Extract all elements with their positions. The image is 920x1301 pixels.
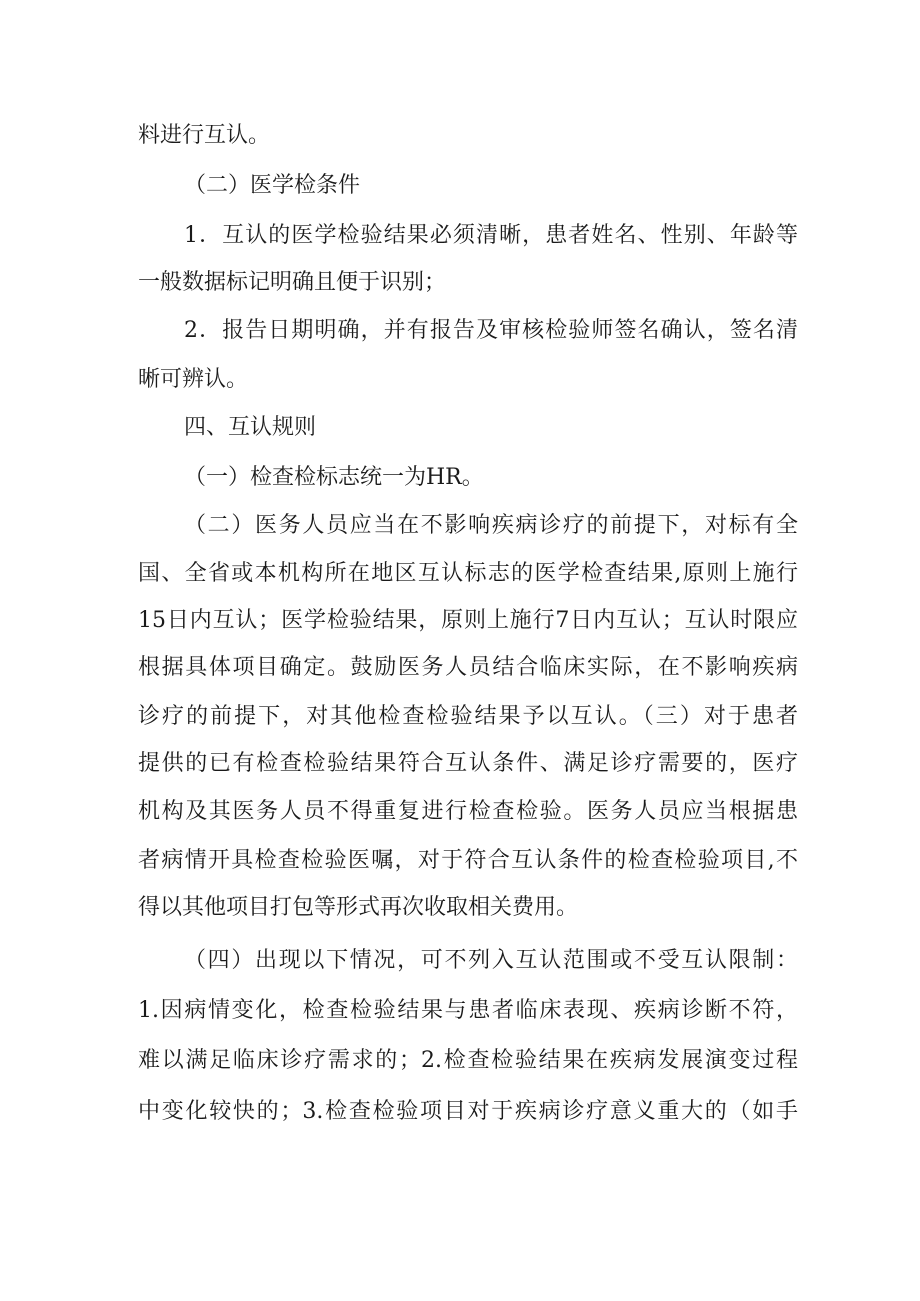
- text-line: （二）医务人员应当在不影响疾病诊疗的前提下，对标有全: [184, 513, 798, 538]
- text-line: 机构及其医务人员不得重复进行检查检验。医务人员应当根据患: [138, 799, 798, 824]
- text-line: 1．互认的医学检验结果必须清晰，患者姓名、性别、年龄等: [184, 223, 798, 248]
- section-heading: （二）医学检条件: [184, 173, 361, 198]
- text-line: 2．报告日期明确，并有报告及审核检验师签名确认，签名清: [184, 318, 798, 343]
- text-line: 根据具体项目确定。鼓励医务人员结合临床实际，在不影响疾病: [138, 655, 798, 680]
- text-line: 得以其他项目打包等形式再次收取相关费用。: [138, 895, 579, 920]
- text-line: 难以满足临床诊疗需求的；2.检查检验结果在疾病发展演变过程: [138, 1048, 798, 1073]
- text-line: 中变化较快的；3.检查检验项目对于疾病诊疗意义重大的（如手: [138, 1099, 798, 1124]
- text-line: （四）出现以下情况，可不列入互认范围或不受互认限制：: [184, 948, 798, 973]
- text-line: 1.因病情变化，检查检验结果与患者临床表现、疾病诊断不符，: [138, 998, 798, 1023]
- text-line: 15日内互认；医学检验结果，原则上施行7日内互认；互认时限应: [138, 608, 798, 633]
- text-line: 国、全省或本机构所在地区互认标志的医学检查结果,原则上施行: [138, 561, 798, 586]
- text-line: 者病情开具检查检验医嘱，对于符合互认条件的检查检验项目,不: [138, 848, 798, 873]
- section-heading: 四、互认规则: [184, 415, 317, 440]
- text-line: （一）检查检标志统一为HR。: [184, 465, 484, 490]
- text-line: 诊疗的前提下，对其他检查检验结果予以互认。（三）对于患者: [138, 704, 798, 729]
- text-line: 一般数据标记明确且便于识别；: [138, 270, 447, 295]
- text-line: 料进行互认。: [138, 123, 271, 148]
- text-line: 提供的已有检查检验结果符合互认条件、满足诊疗需要的，医疗: [138, 751, 798, 776]
- text-line: 晰可辨认。: [138, 367, 249, 392]
